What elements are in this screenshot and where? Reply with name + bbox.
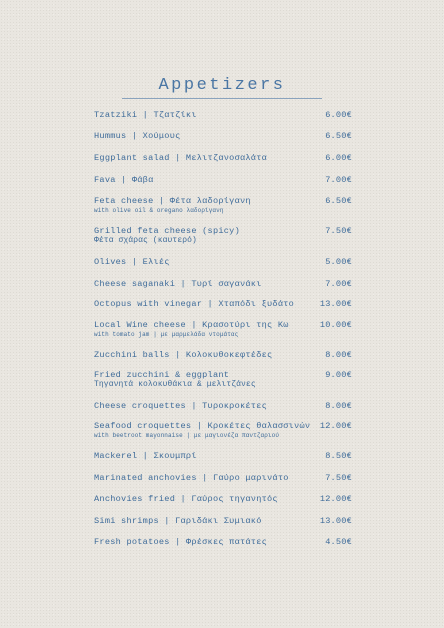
item-price: 6.00€ xyxy=(325,153,352,163)
item-name: Feta cheese | Φέτα λαδορίγανη xyxy=(94,196,251,206)
item-name: Tzatziki | Τζατζίκι xyxy=(94,110,197,120)
item-price: 7.50€ xyxy=(325,226,352,236)
item-price: 13.00€ xyxy=(319,516,352,526)
item-description: Τηγανητά κολοκυθάκια & μελιτζάνες xyxy=(94,380,256,389)
item-name: Local Wine cheese | Κρασοτύρι της Κω xyxy=(94,320,289,330)
item-price: 8.50€ xyxy=(325,451,352,461)
title-underline xyxy=(122,98,322,99)
item-name: Octopus with vinegar | Χταπόδι ξυδάτο xyxy=(94,299,295,309)
item-price: 10.00€ xyxy=(319,320,352,330)
item-price: 8.00€ xyxy=(325,350,352,360)
item-name: Seafood croquettes | Κροκέτες θαλασσινών xyxy=(94,421,311,431)
item-price: 6.50€ xyxy=(325,131,352,141)
item-description: with beetroot mayonnaise | με μαγιονέζα παντζαριού xyxy=(94,432,280,439)
item-price: 12.00€ xyxy=(319,494,352,504)
item-name: Grilled feta cheese (spicy) xyxy=(94,226,240,236)
item-name: Cheese saganaki | Τυρί σαγανάκι xyxy=(94,279,262,289)
item-name: Mackerel | Σκουμπρί xyxy=(94,451,197,461)
item-name: Fried zucchini & eggplant xyxy=(94,370,230,380)
item-name: Anchovies fried | Γαύρος τηγανητός xyxy=(94,494,278,504)
item-price: 9.00€ xyxy=(325,370,352,380)
item-name: Marinated anchovies | Γαύρο μαρινάτο xyxy=(94,473,289,483)
item-price: 7.00€ xyxy=(325,175,352,185)
item-price: 7.00€ xyxy=(325,279,352,289)
item-name: Eggplant salad | Μελιτζανοσαλάτα xyxy=(94,153,268,163)
item-price: 7.50€ xyxy=(325,473,352,483)
item-name: Cheese croquettes | Τυροκροκέτες xyxy=(94,401,268,411)
item-description: with tomato jam | με μαρμελάδα ντομάτας xyxy=(94,331,239,338)
item-price: 12.00€ xyxy=(319,421,352,431)
item-name: Simi shrimps | Γαριδάκι Συμιακό xyxy=(94,516,262,526)
item-name: Fava | Φάβα xyxy=(94,175,154,185)
item-price: 5.00€ xyxy=(325,257,352,267)
item-name: Zucchini balls | Κολοκυθοκεφτέδες xyxy=(94,350,273,360)
item-price: 4.50€ xyxy=(325,537,352,547)
item-price: 8.00€ xyxy=(325,401,352,411)
item-name: Fresh potatoes | Φρέσκες πατάτες xyxy=(94,537,268,547)
item-description: Φέτα σχάρας (καυτερό) xyxy=(94,236,197,245)
item-price: 6.50€ xyxy=(325,196,352,206)
item-price: 13.00€ xyxy=(319,299,352,309)
item-name: Hummus | Χούμους xyxy=(94,131,181,141)
menu-title: Appetizers xyxy=(158,76,286,95)
item-price: 6.00€ xyxy=(325,110,352,120)
item-description: with olive oil & oregano λαδορίγανη xyxy=(94,207,224,214)
item-name: Olives | Ελιές xyxy=(94,257,170,267)
